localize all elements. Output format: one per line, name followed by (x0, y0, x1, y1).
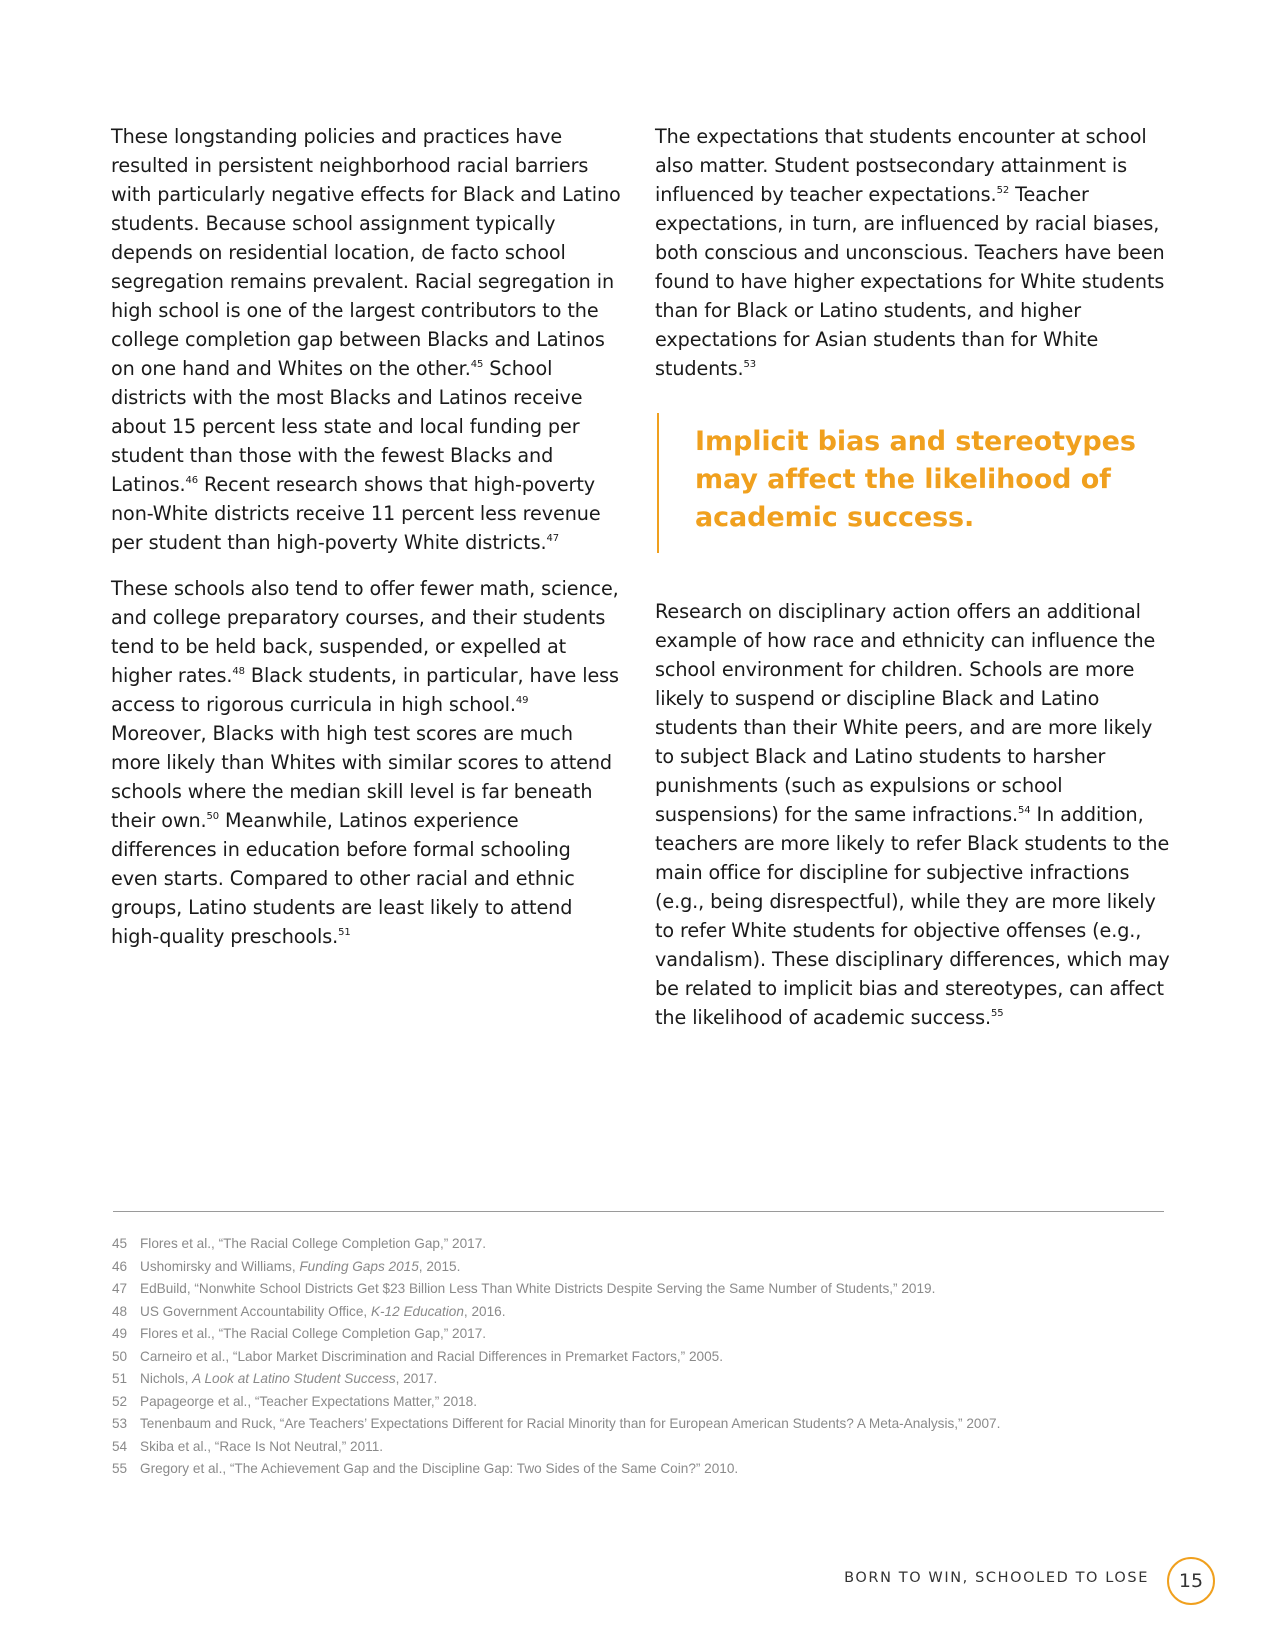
footnote-ref[interactable]: 52 (996, 184, 1010, 196)
footnote-ref[interactable]: 49 (515, 694, 529, 706)
footnote-ref[interactable]: 45 (470, 358, 484, 370)
footnote-ref[interactable]: 47 (546, 532, 560, 544)
right-column (655, 122, 1175, 1049)
footnote-ref[interactable]: 53 (743, 358, 757, 370)
footnote-ref[interactable]: 48 (232, 665, 245, 677)
right-paragraph-2: Research on disciplinary action offers an additional example of how race and ethnicity can influence the school environment for children. Schools are more likely to suspend or discipline Black and Latino students than their White peers, and are more likely to subject Black and Latino students to harsher punishments (such as expulsions or school suspensions) for the same infractions.$^{54}$ In addition, teachers are more likely to refer Black students to the main office for discipline for subjective infractions (e.g., being disrespectful), while they are more likely to refer White students for objective offenses (e.g., vandalism). These disciplinary differences, which may be related to implicit bias and stereotypes, can affect the likelihood of academic success.$^{55}$ (655, 600, 1170, 1029)
footnote-ref[interactable]: 54 (1018, 804, 1031, 816)
footnote-item: 50 Carneiro et al., “Labor Market Discrimination and Racial Differences in Premarket Factors,” 2005. (112, 1348, 724, 1364)
footnote-ref[interactable]: 51 (338, 926, 351, 938)
footnote-item: 46 Ushomirsky and Williams, Funding Gaps 2015, 2015. (112, 1258, 461, 1274)
left-paragraph-1: These longstanding policies and practices have resulted in persistent neighborhood racial barriers with particularly negative effects for Black and Latino students. Because school assignment typically depends on residential location, de facto school segregation remains prevalent. Racial segregation in high school is one of the largest contributors to the college completion gap between Blacks and Latinos on one hand and Whites on the other.$^{45}$ School districts with the most Blacks and Latinos receive about 15 percent less state and local funding per student than those with the fewest Blacks and Latinos.$^{46}$ Recent research shows that high-poverty non-White districts receive 11 percent less revenue per student than high-poverty White districts.$^{47}$ (111, 125, 621, 554)
left-paragraph-2: These schools also tend to offer fewer math, science, and college preparatory courses, and their students tend to be held back, suspended, or expelled at higher rates.$^{48}$ Black students, in particular, have less access to rigorous curricula in high school.$^{49}$ Moreover, Blacks with high test scores are much more likely than Whites with similar scores to attend schools where the median skill level is far beneath their own.$^{50}$ Meanwhile, Latinos experience differences in education before formal schooling even starts. Compared to other racial and ethnic groups, Latino students are least likely to attend high-quality preschools.$^{51}$ (111, 577, 619, 948)
footnote-item: 55 Gregory et al., “The Achievement Gap and the Discipline Gap: Two Sides of the Same Coin?” 2010. (112, 1461, 739, 1476)
footnote-item: 45 Flores et al., “The Racial College Completion Gap,” 2017. (112, 1236, 487, 1251)
footnote-item: 52 Papageorge et al., “Teacher Expectations Matter,” 2018. (112, 1393, 478, 1409)
page-number-badge: 15 (1167, 1557, 1215, 1605)
footnote-item: 54 Skiba et al., “Race Is Not Neutral,” 2011. (112, 1438, 384, 1454)
pull-quote: Implicit bias and stereotypes may affect the likelihood of academic success. (657, 413, 1175, 553)
footnote-item: 49 Flores et al., “The Racial College Completion Gap,” 2017. (112, 1326, 487, 1341)
footnote-ref[interactable]: 55 (991, 1007, 1004, 1019)
right-paragraph-1: The expectations that students encounter at school also matter. Student postsecondary attainment is influenced by teacher expectations.$^{52}$ Teacher expectations, in turn, are influenced by racial biases, both conscious and unconscious. Teachers have been found to have higher expectations for White students than for Black or Latino students, and higher expectations for Asian students than for White students.$^{53}$ (655, 125, 1165, 380)
footnote-item: 48 US Government Accountability Office, K-12 Education, 2016. (112, 1303, 506, 1319)
footnotes-list (112, 1233, 1172, 1481)
footnote-ref[interactable]: 46 (185, 474, 199, 486)
footnote-item: 53 Tenenbaum and Ruck, “Are Teachers’ Expectations Different for Racial Minority than for European American Students? A Meta-Analysis,” 2007. (112, 1416, 1001, 1431)
left-column (111, 122, 621, 968)
footnote-ref[interactable]: 50 (206, 810, 220, 822)
footnote-item: 51 Nichols, A Look at Latino Student Success, 2017. (112, 1371, 438, 1386)
footnote-divider (113, 1211, 1164, 1212)
footnote-item: 47 EdBuild, “Nonwhite School Districts Get $23 Billion Less Than White Districts Despite Serving the Same Number of Students,” 2019. (112, 1281, 936, 1296)
running-footer-title: BORN TO WIN, SCHOOLED TO LOSE (844, 1570, 1149, 1586)
